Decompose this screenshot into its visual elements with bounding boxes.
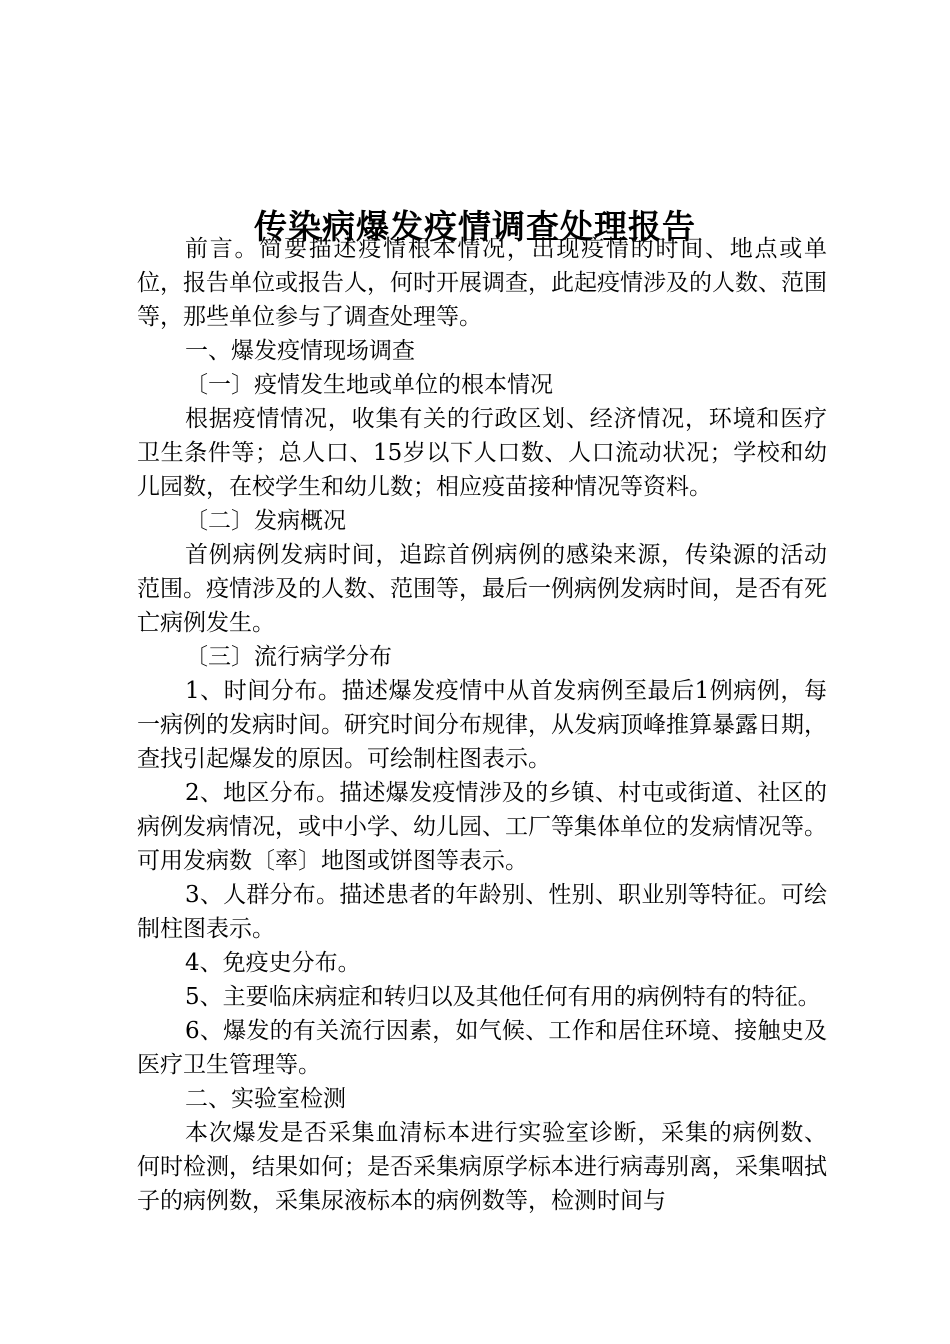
paragraph-clinical-symptoms: 5、主要临床病症和转归以及其他任何有用的病例特有的特征。: [185, 984, 821, 1010]
section-heading-field-investigation: 一、爆发疫情现场调查: [185, 338, 415, 364]
paragraph-incidence-overview: 首例病例发病时间，追踪首例病例的感染来源，传染源的活动范围。疫情涉及的人数、范围等，最后一例病例发病时间，是否有死亡病例发生。: [137, 542, 827, 636]
section-heading-laboratory-testing: 二、实验室检测: [185, 1086, 346, 1112]
subsection-heading-incidence-overview: 〔二〕发病概况: [185, 508, 346, 534]
paragraph-laboratory-testing: 本次爆发是否采集血清标本进行实验室诊断，采集的病例数、何时检测，结果如何；是否采集病原学标本进行病毒别离，采集咽拭子的病例数，采集尿液标本的病例数等，检测时间与: [137, 1120, 827, 1214]
paragraph-epidemic-factors: 6、爆发的有关流行因素，如气候、工作和居住环境、接触史及医疗卫生管理等。: [137, 1018, 827, 1078]
document-body: [137, 232, 827, 1218]
subsection-heading-epidemiological-distribution: 〔三〕流行病学分布: [185, 644, 392, 670]
paragraph-time-distribution: 1、时间分布。描述爆发疫情中从首发病例至最后1例病例，每一病例的发病时间。研究时间分布规律，从发病顶峰推算暴露日期，查找引起爆发的原因。可绘制柱图表示。: [137, 678, 827, 772]
paragraph-immunization-history: 4、免疫史分布。: [185, 950, 361, 976]
paragraph-preface: 前言。简要描述疫情根本情况，出现疫情的时间、地点或单位，报告单位或报告人，何时开展调查，此起疫情涉及的人数、范围等，那些单位参与了调查处理等。: [137, 236, 827, 330]
paragraph-area-distribution: 2、地区分布。描述爆发疫情涉及的乡镇、村屯或街道、社区的病例发病情况，或中小学、幼儿园、工厂等集体单位的发病情况等。可用发病数〔率〕地图或饼图等表示。: [137, 780, 827, 874]
subsection-heading-basic-situation: 〔一〕疫情发生地或单位的根本情况: [185, 372, 553, 398]
paragraph-population-distribution: 3、人群分布。描述患者的年龄别、性别、职业别等特征。可绘制柱图表示。: [137, 882, 827, 942]
document-title: 传染病爆发疫情调查处理报告: [254, 207, 696, 247]
paragraph-basic-situation: 根据疫情情况，收集有关的行政区划、经济情况，环境和医疗卫生条件等；总人口、15岁以下人口数、人口流动状况；学校和幼儿园数，在校学生和幼儿数；相应疫苗接种情况等资料。: [137, 406, 827, 500]
